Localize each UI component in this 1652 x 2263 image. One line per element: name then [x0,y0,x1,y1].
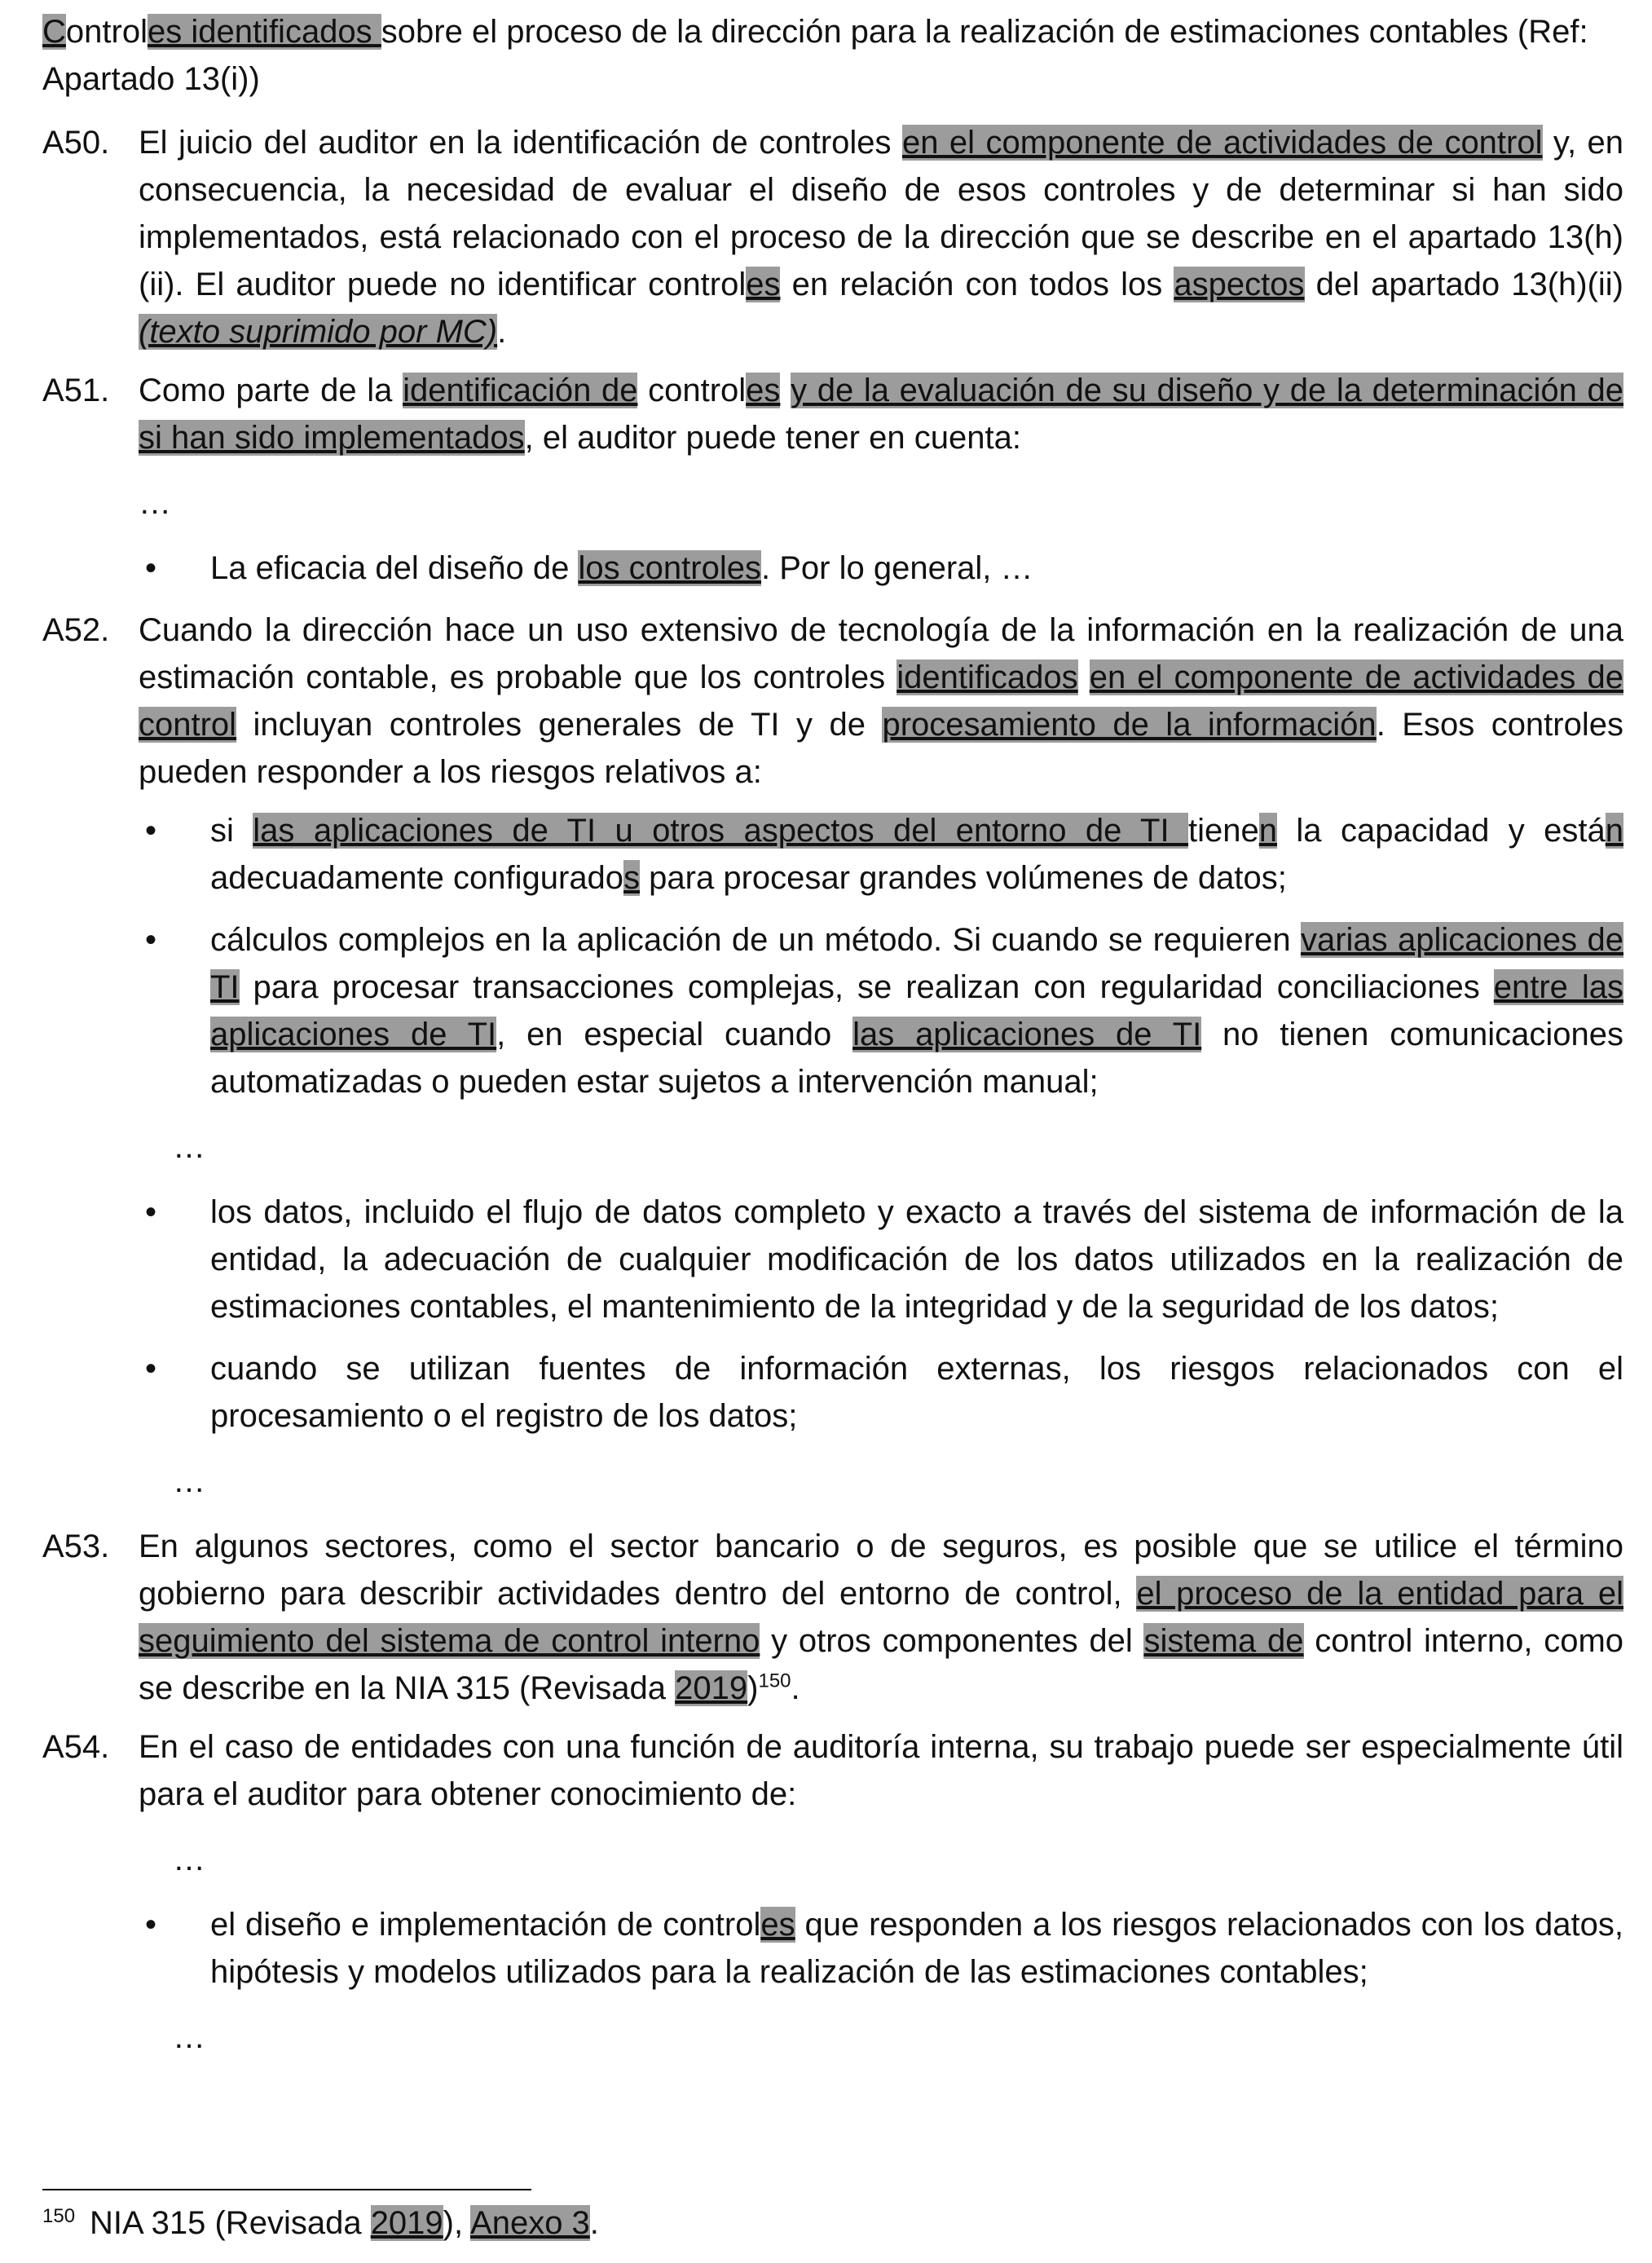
text: La eficacia del diseño de [210,550,579,586]
highlight: es identificados [147,14,381,50]
highlight: procesamiento de la información [882,707,1377,743]
text: NIA 315 (Revisada [90,2205,371,2241]
ellipsis: … [173,1129,205,1165]
text: tiene [1188,813,1259,849]
text: . [791,1670,800,1706]
text [780,373,791,408]
text: del apartado 13(h)(ii) [1304,267,1624,302]
paragraph-text [139,367,1623,461]
highlight: en el componente de actividades de control [901,125,1543,161]
paragraph-a51 [42,367,1623,461]
text: para procesar transacciones complejas, se realizan con regularidad conciliaciones [239,969,1494,1005]
text [1078,659,1090,695]
highlight: C [42,14,66,50]
bullet-text: los datos, incluido el flujo de datos completo y exacto a través del sistema de información de la entidad, la adecuación de cualquier modificación de los datos utilizados en la realización de estimaciones contables, el mantenimiento de la integridad y de la seguridad de los datos; [210,1194,1623,1325]
bullet-icon: • [145,922,157,958]
bullet-item [139,1345,1623,1440]
paragraph-a54 [42,1723,1623,1818]
highlight: y de la evaluación de su diseño y de la determinación de si han sido implementados [139,373,1624,456]
bullet-text [210,545,1623,592]
bullet-icon: • [145,550,157,586]
highlight: 2019 [675,1670,748,1706]
highlight: entre las aplicaciones de TI [210,969,1624,1052]
paragraph-text [139,607,1623,796]
bullet-text [210,1901,1623,1996]
text: . [497,314,507,350]
ellipsis: … [173,2019,205,2055]
footnote-divider [42,2189,531,2190]
bullet-icon: • [145,1351,157,1387]
text: no tienen comunicaciones automatizadas o pueden estar sujetos a intervención manual; [210,1017,1624,1100]
ellipsis: … [139,485,171,521]
footnote [42,2201,599,2245]
text: que responden a los riesgos relacionados con los datos, hipótesis y modelos utilizados para la realización de las estimaciones contables; [210,1907,1623,1990]
bullet-text [210,916,1623,1105]
bullet-item [139,916,1623,1105]
highlight: aspectos [1174,267,1305,302]
highlight: es [760,1907,795,1943]
text: ) [747,1670,759,1706]
highlight: n [1258,813,1278,849]
highlight: las aplicaciones de TI [852,1017,1202,1052]
highlight: s [623,860,641,896]
ellipsis: … [173,1842,205,1877]
text: En algunos sectores, como el sector bancario o de seguros, es posible que se utilice el término gobierno para describir actividades dentro del entorno de control, [139,1529,1623,1612]
text: . [589,2205,599,2241]
highlight: es [746,373,781,408]
paragraph-number: A51. [42,373,110,408]
highlight: varias aplicaciones de TI [210,922,1623,1005]
bullet-icon: • [145,1907,157,1943]
paragraph-number: A54. [42,1729,110,1765]
heading-text: ontrol [65,14,148,50]
text: la capacidad y está [1277,813,1606,849]
highlight: n [1605,813,1623,849]
paragraph-text [139,119,1623,355]
footnote-number: 150 [42,2204,76,2227]
highlight: el proceso de la entidad para el seguimiento del sistema de control interno [139,1576,1623,1659]
bullet-icon: • [145,1194,157,1230]
text: , el auditor puede tener en cuenta: [524,420,1021,456]
bullet-icon: • [145,813,157,849]
highlight: 2019 [370,2205,443,2241]
paragraph-a50 [42,119,1623,355]
heading-text: sobre el proceso de la dirección para la realización de estimaciones contables (Ref: Apartado 13(i)) [42,14,1588,97]
text: control interno, como se describe en la NIA 315 (Revisada [139,1623,1624,1706]
text: y, en consecuencia, la necesidad de evaluar el diseño de esos controles y de determinar si han sido implementados, está relacionado con el proceso de la dirección que se describe en el apartado 13(h)(ii). El auditor puede no identificar control [139,125,1623,302]
text: el diseño e implementación de control [210,1907,761,1943]
highlight: sistema de [1143,1623,1304,1659]
paragraph-number: A50. [42,125,110,161]
highlight: es [746,267,781,302]
text: Como parte de la [139,373,403,408]
paragraph-a53 [42,1523,1623,1712]
text: Cuando la dirección hace un uso extensivo de tecnología de la información en la realización de una estimación contable, es probable que los controles [139,612,1623,695]
text: . Esos controles pueden responder a los riesgos relativos a: [139,707,1623,790]
text: adecuadamente configurado [210,860,624,896]
paragraph-text: En el caso de entidades con una función de auditoría interna, su trabajo puede ser especialmente útil para el auditor para obtener conocimiento de: [139,1729,1623,1812]
footnote-reference[interactable]: 150 [758,1670,791,1692]
text: incluyan controles generales de TI y de [236,707,883,743]
highlight: en el componente de actividades de control [139,659,1624,743]
text: . Por lo general, … [761,550,1033,586]
bullet-item [139,545,1623,592]
bullet-item [139,1901,1623,1996]
section-heading [42,8,1623,103]
paragraph-number: A52. [42,612,110,648]
highlight: identificados [896,659,1078,695]
ellipsis: … [173,1463,205,1499]
bullet-item [139,1189,1623,1330]
highlight: identificación de [403,373,638,408]
paragraph-a52 [42,607,1623,796]
text: El juicio del auditor en la identificación de controles [139,125,902,161]
text: si [210,813,253,849]
text: cálculos complejos en la aplicación de un método. Si cuando se requieren [210,922,1301,958]
document-page [42,8,1623,2079]
highlight: los controles [578,550,761,586]
text: , en especial cuando [496,1017,853,1052]
highlight: las aplicaciones de TI u otros aspectos del entorno de TI [253,813,1189,849]
highlight: Anexo 3 [470,2205,590,2241]
text: y otros componentes del [760,1623,1144,1659]
bullet-item [139,807,1623,902]
bullet-text: cuando se utilizan fuentes de información externas, los riesgos relacionados con el procesamiento o el registro de los datos; [210,1351,1623,1434]
text: en relación con todos los [780,267,1174,302]
highlight-italic: (texto suprimido por MC) [139,314,498,350]
text: control [637,373,747,408]
text: para procesar grandes volúmenes de datos; [640,860,1287,896]
paragraph-number: A53. [42,1529,110,1564]
bullet-text [210,807,1623,902]
text: ), [443,2205,471,2241]
paragraph-text [139,1523,1623,1712]
